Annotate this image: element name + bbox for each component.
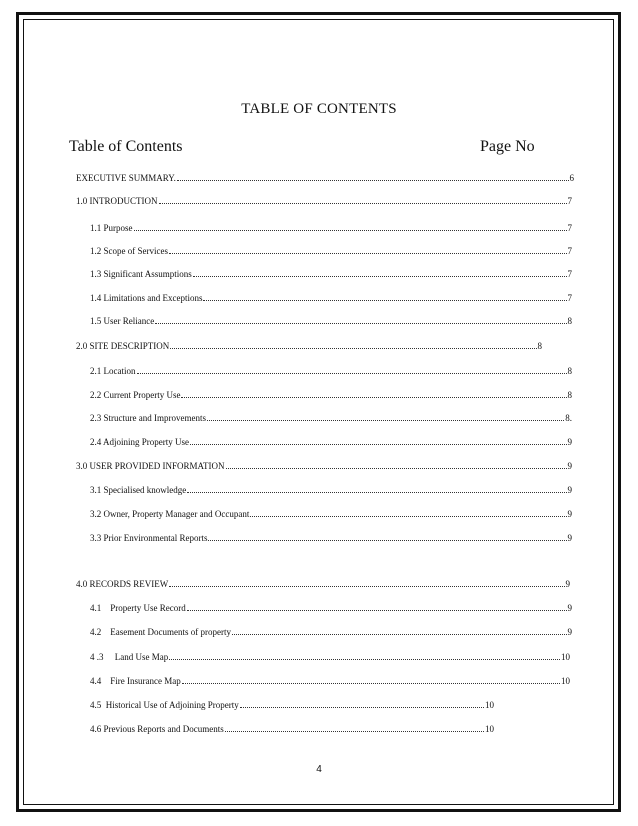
toc-entry-label: 1.3 Significant Assumptions bbox=[90, 269, 192, 279]
toc-entry-adjoining-property-use bbox=[90, 436, 572, 448]
toc-entry-label: 2.1 Location bbox=[90, 366, 136, 376]
toc-entry-label: 3.1 Specialised knowledge bbox=[90, 485, 187, 495]
toc-entry-owner-property-manager-occupant bbox=[90, 508, 572, 520]
toc-entry-label: 4.4 Fire Insurance Map bbox=[90, 676, 181, 686]
toc-entry-page: 9 bbox=[567, 485, 572, 495]
toc-entry-page: 9 bbox=[567, 627, 572, 637]
toc-entry-label: 2.4 Adjoining Property Use bbox=[90, 437, 189, 447]
toc-entry-page: 10 bbox=[561, 676, 570, 686]
toc-entry-structure-and-improvements bbox=[90, 412, 572, 424]
toc-entry-page: 6 bbox=[569, 173, 574, 183]
toc-entry-current-property-use bbox=[90, 389, 572, 401]
page-number: 4 bbox=[316, 764, 322, 775]
toc-entry-page: 10 bbox=[485, 700, 494, 710]
toc-entry-previous-reports-and-documents bbox=[90, 723, 494, 735]
toc-entry-property-use-record bbox=[90, 602, 572, 614]
toc-entry-label: 1.0 INTRODUCTION bbox=[76, 196, 158, 206]
toc-entry-label: 1.5 User Reliance bbox=[90, 316, 155, 326]
toc-entry-page: 7 bbox=[567, 223, 572, 233]
toc-entry-page: 10 bbox=[561, 652, 570, 662]
toc-entry-page: 7 bbox=[567, 246, 572, 256]
toc-entry-page: 9 bbox=[567, 603, 572, 613]
toc-entry-prior-environmental-reports bbox=[90, 532, 572, 544]
toc-entry-page: 7 bbox=[567, 269, 572, 279]
toc-entry-page: 9 bbox=[567, 509, 572, 519]
toc-entry-user-provided-information bbox=[76, 460, 572, 472]
toc-entry-page: 7 bbox=[567, 293, 572, 303]
toc-entry-user-reliance bbox=[90, 315, 572, 327]
toc-entry-label: 3.2 Owner, Property Manager and Occupant bbox=[90, 509, 250, 519]
toc-entry-limitations-and-exceptions bbox=[90, 292, 572, 304]
toc-entry-label: 1.4 Limitations and Exceptions bbox=[90, 293, 203, 303]
toc-entry-site-description bbox=[76, 340, 542, 352]
toc-entry-page: 9 bbox=[567, 461, 572, 471]
toc-entry-label: 2.0 SITE DESCRIPTION bbox=[76, 341, 170, 351]
toc-entry-executive-summary bbox=[76, 172, 574, 184]
toc-entry-page: 8 bbox=[537, 341, 542, 351]
toc-entry-historical-use-adjoining-property bbox=[90, 699, 494, 711]
toc-entry-purpose bbox=[90, 222, 572, 234]
toc-entry-label: EXECUTIVE SUMMARY. bbox=[76, 173, 176, 183]
toc-entry-specialised-knowledge bbox=[90, 484, 572, 496]
toc-entry-scope-of-services bbox=[90, 245, 572, 257]
toc-entry-label: 4.6 Previous Reports and Documents bbox=[90, 724, 224, 734]
toc-entry-page: 8. bbox=[565, 413, 572, 423]
toc-entry-label: 2.3 Structure and Improvements bbox=[90, 413, 206, 423]
toc-entry-easement-documents bbox=[90, 626, 572, 638]
toc-entry-label: 4.2 Easement Documents of property bbox=[90, 627, 231, 637]
toc-heading: Table of Contents bbox=[69, 138, 183, 155]
toc-entry-label: 4 .3 Land Use Map bbox=[90, 652, 169, 662]
toc-entry-land-use-map bbox=[90, 651, 570, 663]
toc-entry-significant-assumptions bbox=[90, 268, 572, 280]
page-title: TABLE OF CONTENTS bbox=[241, 101, 397, 117]
page-no-heading: Page No bbox=[480, 138, 535, 155]
toc-entry-label: 2.2 Current Property Use bbox=[90, 390, 181, 400]
toc-entry-label: 4.0 RECORDS REVIEW bbox=[76, 579, 169, 589]
toc-entry-label: 3.3 Prior Environmental Reports bbox=[90, 533, 208, 543]
toc-entry-label: 4.5 Historical Use of Adjoining Property bbox=[90, 700, 239, 710]
toc-entry-location bbox=[90, 365, 572, 377]
toc-entry-label: 1.1 Purpose bbox=[90, 223, 133, 233]
toc-entry-page: 9 bbox=[565, 579, 570, 589]
toc-entry-page: 9 bbox=[567, 437, 572, 447]
toc-entry-fire-insurance-map bbox=[90, 675, 570, 687]
toc-entry-page: 8 bbox=[567, 366, 572, 376]
toc-entry-label: 3.0 USER PROVIDED INFORMATION bbox=[76, 461, 225, 471]
toc-entry-page: 10 bbox=[485, 724, 494, 734]
toc-entry-page: 7 bbox=[567, 196, 572, 206]
toc-entry-label: 4.1 Property Use Record bbox=[90, 603, 186, 613]
toc-entry-records-review bbox=[76, 578, 570, 590]
toc-entry-page: 9 bbox=[567, 533, 572, 543]
toc-entry-introduction bbox=[76, 195, 572, 207]
toc-entry-page: 8 bbox=[567, 390, 572, 400]
toc-entry-label: 1.2 Scope of Services bbox=[90, 246, 168, 256]
toc-entry-page: 8 bbox=[567, 316, 572, 326]
